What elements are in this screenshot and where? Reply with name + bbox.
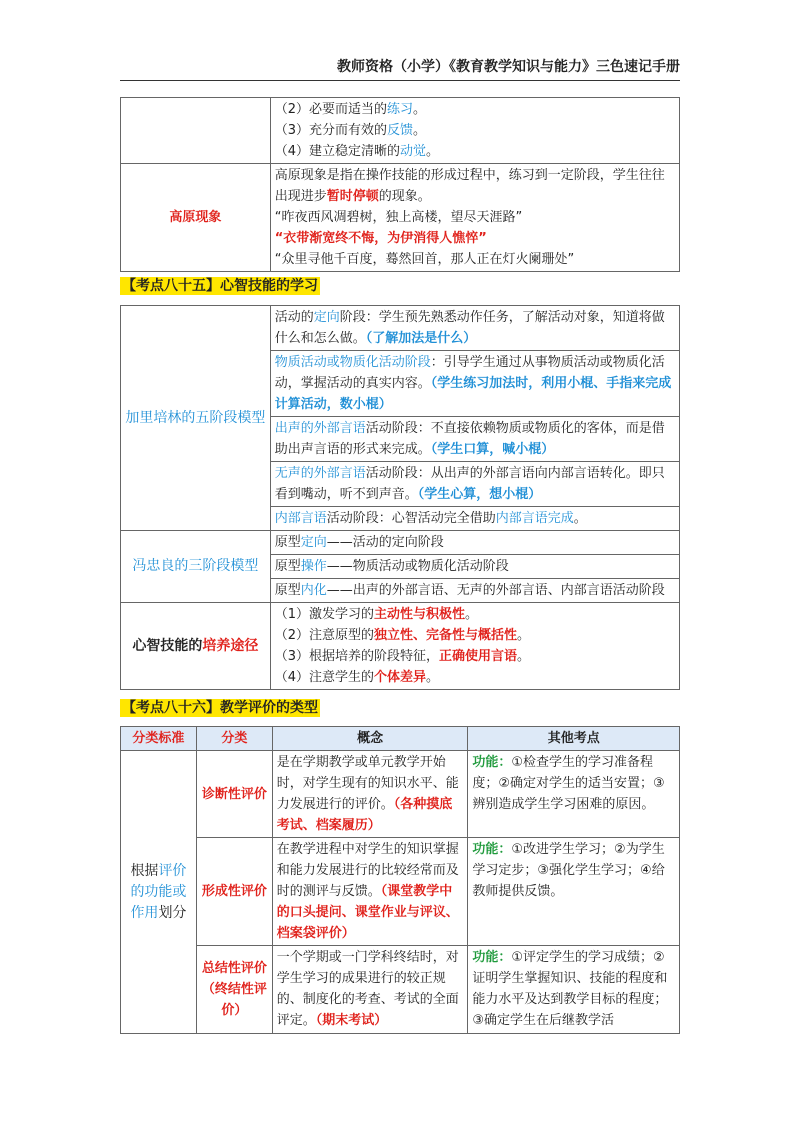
galperin-stage-1: 活动的定向阶段：学生预先熟悉动作任务，了解活动对象，知道将做什么和怎么做。（了解加法是什么）: [270, 306, 679, 351]
list-item: （4）注意学生的个体差异。: [274, 670, 440, 685]
type-cell: 诊断性评价: [196, 751, 272, 838]
concept-cell: 在教学进程中对学生的知识掌握和能力发展进行的比较经常而及时的测评与反馈。（课堂教学中的口头提问、课堂作业与评议、档案袋评价）: [272, 838, 468, 946]
plateau-label: 高原现象: [121, 164, 271, 272]
plateau-content: 高原现象是指在操作技能的形成过程中，练习到一定阶段，学生往往出现进步暂时停顿的现象。 “昨夜西风凋碧树，独上高楼，望尽天涯路” “衣带渐宽终不悔，为伊消得人憔悴” “众里寻他千百度，蓦然回首，那人正在灯火阑珊处”: [270, 164, 679, 272]
feng-stage-3: 原型内化——出声的外部言语、无声的外部言语、内部言语活动阶段: [270, 579, 679, 603]
cultivation-list: [270, 603, 679, 690]
poem-line: “众里寻他千百度，蓦然回首，那人正在灯火阑珊处”: [274, 252, 575, 267]
column-header: 其他考点: [468, 727, 680, 751]
poem-line: “衣带渐宽终不悔，为伊消得人憔悴”: [274, 231, 487, 246]
galperin-stage-5: 内部言语活动阶段：心智活动完全借助内部言语完成。: [270, 507, 679, 531]
galperin-stage-3: 出声的外部言语活动阶段：不直接依赖物质或物质化的客体，而是借助出声言语的形式来完成。（学生口算，喊小棍）: [270, 417, 679, 462]
cultivation-label: 心智技能的培养途径: [121, 603, 271, 690]
column-header: 概念: [272, 727, 468, 751]
column-header: 分类: [196, 727, 272, 751]
poem-line: “昨夜西风凋碧树，独上高楼，望尽天涯路”: [274, 210, 523, 225]
list-item: （1）激发学习的主动性与积极性。: [274, 607, 479, 622]
concept-cell: 一个学期或一门学科终结时，对学生学习的成果进行的较正规的、制度化的考查、考试的全面评定。（期末考试）: [272, 946, 468, 1034]
criterion-cell: 根据评价的功能或作用划分: [121, 751, 197, 1034]
list-item: （3）充分而有效的反馈。: [274, 123, 427, 138]
feng-stage-1: 原型定向——活动的定向阶段: [270, 531, 679, 555]
list-item: （4）建立稳定清晰的动觉。: [274, 144, 440, 159]
feng-stage-2: 原型操作——物质活动或物质化活动阶段: [270, 555, 679, 579]
motor-skill-table: [120, 97, 680, 272]
column-header: 分类标准: [121, 727, 197, 751]
function-cell: 功能：①评定学生的学习成绩；②证明学生掌握知识、技能的程度和能力水平及达到教学目标的程度；③确定学生在后继教学活: [468, 946, 680, 1034]
section-heading-85: 【考点八十五】心智技能的学习: [122, 278, 318, 294]
feng-label: 冯忠良的三阶段模型: [121, 531, 271, 603]
empty-label-cell: [121, 98, 271, 164]
list-item: （3）根据培养的阶段特征，正确使用言语。: [274, 649, 531, 664]
concept-cell: 是在学期教学或单元教学开始时，对学生现有的知识水平、能力发展进行的评价。（各种摸底考试、档案履历）: [272, 751, 468, 838]
page-header: 教师资格（小学）《教育教学知识与能力》三色速记手册: [120, 56, 680, 81]
galperin-stage-4: 无声的外部言语活动阶段：从出声的外部言语向内部言语转化。即只看到嘴动，听不到声音。（学生心算，想小棍）: [270, 462, 679, 507]
function-cell: 功能：①检查学生的学习准备程度；②确定对学生的适当安置；③辨别造成学生学习困难的原因。: [468, 751, 680, 838]
list-item: （2）必要而适当的练习。: [274, 102, 427, 117]
mental-skill-table: [120, 305, 680, 690]
evaluation-type-table: [120, 726, 680, 1034]
function-cell: 功能：①改进学生学习；②为学生学习定步；③强化学生学习；④给教师提供反馈。: [468, 838, 680, 946]
list-item: （2）注意原型的独立性、完备性与概括性。: [274, 628, 531, 643]
type-cell: 总结性评价（终结性评价）: [196, 946, 272, 1034]
continued-list: [270, 98, 679, 164]
type-cell: 形成性评价: [196, 838, 272, 946]
galperin-stage-2: 物质活动或物质化活动阶段：引导学生通过从事物质活动或物质化活动，掌握活动的真实内容。（学生练习加法时，利用小棍、手指来完成计算活动，数小棍）: [270, 351, 679, 417]
galperin-label: 加里培林的五阶段模型: [121, 306, 271, 531]
section-heading-86: 【考点八十六】教学评价的类型: [122, 700, 318, 716]
